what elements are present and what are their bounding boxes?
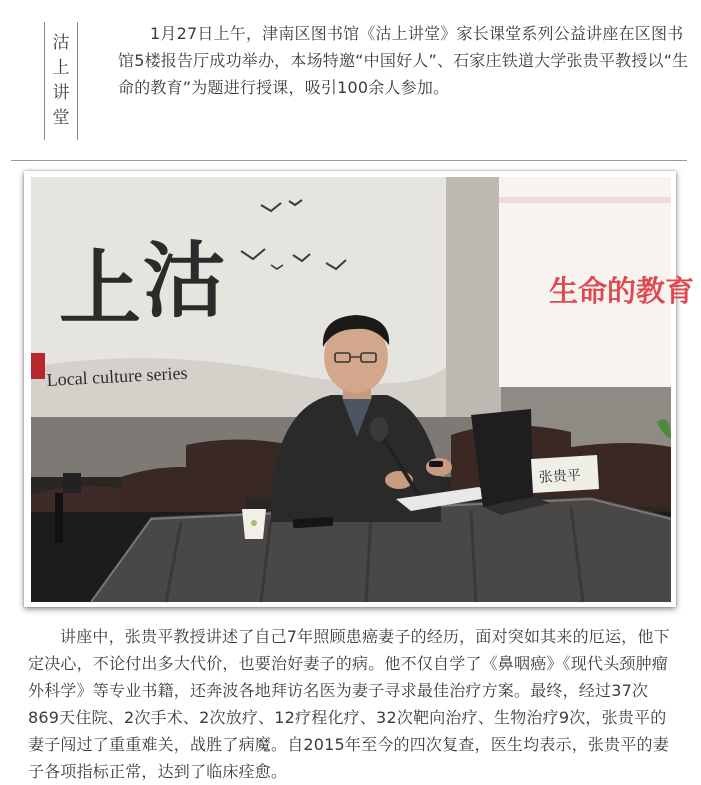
intro-paragraph: 1月27日上午，津南区图书馆《沽上讲堂》家长课堂系列公益讲座在区图书馆5楼报告厅成功举办，本场特邀“中国好人”、石家庄铁道大学张贵平教授以“生命的教育”为题进行授课，吸引100余人参加。 — [118, 24, 689, 97]
section-label-char: 堂 — [52, 108, 70, 128]
projector-screen — [499, 177, 694, 387]
nameplate-text: 张贵平 — [538, 467, 582, 486]
screen-title: 生命的教育 — [549, 274, 695, 308]
lecture-photo-frame — [24, 171, 695, 607]
banner-subtitle: Local culture series — [46, 362, 188, 390]
section-divider — [11, 160, 687, 161]
nameplate — [531, 455, 599, 493]
banner-calligraphy-char: 上 — [59, 241, 142, 337]
intro-section — [0, 0, 701, 150]
section-label-vertical — [44, 22, 78, 140]
section-label-char: 沽 — [52, 33, 70, 53]
wall-banner — [31, 177, 501, 422]
section-label-char: 讲 — [52, 83, 70, 103]
lecture-photo — [31, 177, 695, 602]
body-paragraph: 讲座中，张贵平教授讲述了自己7年照顾患癌妻子的经历，面对突如其来的厄运，他下定决心，不论付出多大代价，也要治好妻子的病。他不仅自学了《鼻咽癌》《现代头颈肿瘤外科学》等专业书籍，还奔波各地拜访名医为妻子寻求最佳治疗方案。最终，经过37次869天住院、2次手术、2次放疗、12疗程化疗、32次靶向治疗、生物治疗9次，张贵平的妻子闯过了重重难关，战胜了病魔。自2015年至今的四次复查，医生均表示，张贵平的妻子各项指标正常，达到了临床痊愈。 — [28, 627, 670, 781]
banner-calligraphy-char: 沽 — [143, 233, 226, 329]
section-label-char: 上 — [52, 58, 70, 78]
